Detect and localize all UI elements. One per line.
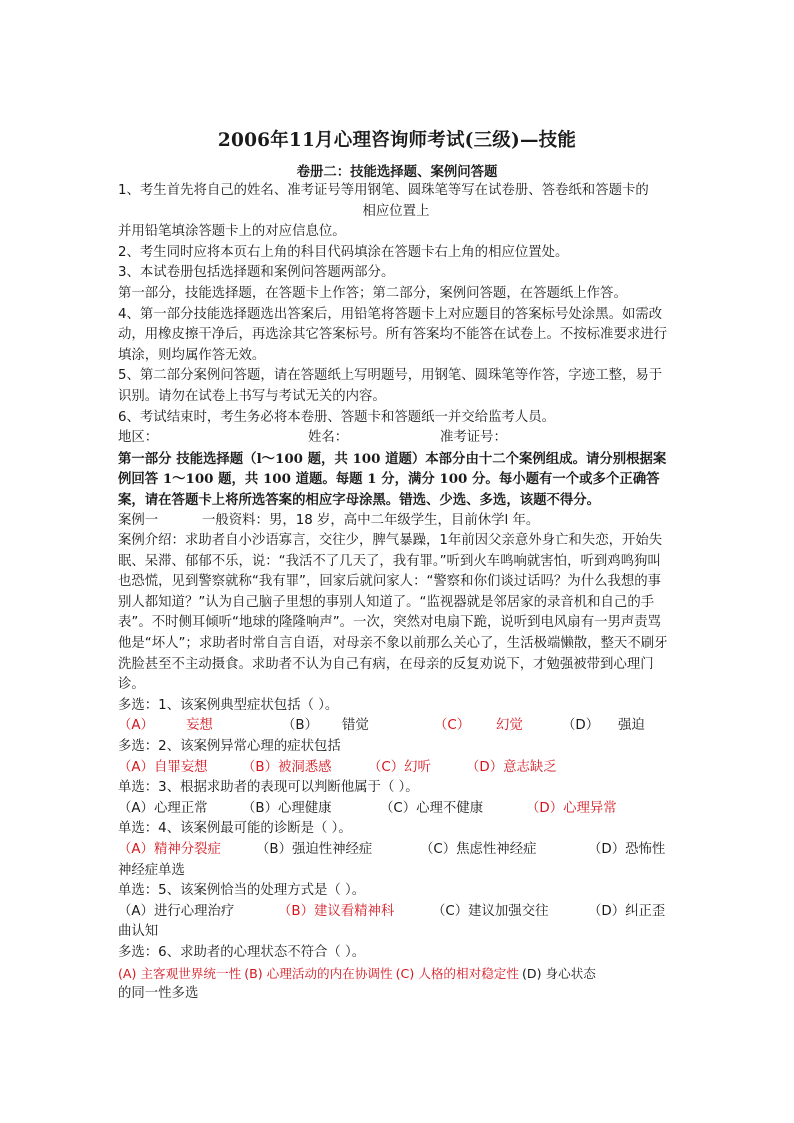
candidate-fields [118,428,674,449]
part1-heading: 第一部分 技能选择题（l～100 题，共 100 道题）本部分由十二个案例组成。请分别根据案例回答 1～100 题，共 100 道题。每题 1 分，满分 100 分。每小题有一个或多个正确答案，请在答题卡上将所选答案的相应字母涂黑。错选、少选、多选，该题不得分。 [118,450,667,508]
instruction-1-cont: 相应位置上 [362,203,430,219]
region-label: 地区： [118,430,159,446]
question-1-options [118,716,674,737]
question-1-stem: 多选：1、该案例典型症状包括（ ）。 [118,697,339,713]
page-subtitle: 卷册二：技能选择题、案例问答题 [296,164,498,180]
q6-option-a: (A) 主客观世界统一性 [118,965,242,981]
ticket-label: 准考证号： [440,430,507,446]
q5-option-a: （A）进行心理治疗 [118,903,235,919]
q1-option-a-letter: （A） [118,718,154,734]
question-3-stem: 单选：3、根据求助者的表现可以判断他属于（ ）。 [118,780,419,796]
q3-option-d: （D）心理异常 [526,800,617,816]
question-6-stem: 多选：6、求助者的心理状态不符合（ ）。 [118,944,366,960]
question-5-stem: 单选：5、该案例恰当的处理方式是（ ）。 [118,883,366,899]
question-4-options [118,840,674,861]
q1-option-d-letter: （D） [562,718,600,734]
instruction-1-tail: 并用铅笔填涂答题卡上的对应信息位。 [118,224,346,240]
q3-option-c: （C）心理不健康 [380,800,484,816]
q5-option-d: （D）纠正歪 [588,903,666,919]
q6-option-d: (D) 身心状态 [522,965,596,981]
instruction-3-detail: 第一部分，技能选择题，在答题卡上作答；第二部分，案例问答题，在答题纸上作答。 [118,285,627,301]
question-2-stem: 多选：2、该案例异常心理的症状包括 [118,739,341,755]
question-4-stem: 单选：4、该案例最可能的诊断是（ ）。 [118,821,352,837]
q6-option-c: (C) 人格的相对稳定性 [395,965,519,981]
q4-option-d: （D）恐怖性 [588,842,666,857]
q1-option-a-text: 妄想 [186,718,213,734]
case1-general-info: 一般资料：男，18 岁，高中二年级学生，目前休学l 年。 [202,512,540,528]
q2-option-a: （A）自罪妄想 [118,759,208,775]
q1-option-d-text: 强迫 [618,718,645,734]
question-5-tail: 曲认知 [118,924,159,940]
q2-option-b: （B）被洞悉感 [242,759,332,775]
q2-option-d: （D）意志缺乏 [466,759,557,775]
instruction-4: 4、第一部分技能选择题选出答案后，用铅笔将答题卡上对应题目的答案标号处涂黑。如需改动，用橡皮擦干净后，再选涂其它答案标号。所有答案均不能答在试卷上。不按标准要求进行填涂，则均属作答无效。 [118,306,668,363]
question-4-tail: 神经症单选 [118,862,185,878]
q3-option-a: （A）心理正常 [118,800,208,816]
q1-option-b-letter: （B） [282,718,318,734]
q5-option-c: （C）建议加强交往 [432,903,549,919]
instruction-3: 3、本试卷册包括选择题和案例问答题两部分。 [118,265,395,281]
name-label: 姓名： [308,430,349,446]
q1-option-b-text: 错觉 [342,718,369,734]
q5-option-b: （B）建议看精神科 [278,903,395,919]
q4-option-b: （B）强迫性神经症 [256,842,373,857]
case1-introduction: 案例介绍：求助者自小沙语寡言，交往少，脾气暴躁，1年前因父亲意外身亡和失恋，开始失眠、呆滞、郁郁不乐，说：“我活不了几天了，我有罪。”听到火车鸣响就害怕，听到鸡鸣狗叫也恐慌，见到警察就称“我有罪”，回家后就问家人：“警察和你们谈过话吗？为什么我想的事别人都知道？”认为自己脑子里想的事别人知道了。“监视器就是邻居家的录音机和自己的手表”。不时侧耳倾听“地球的隆隆响声”。一次，突然对电扇下跪，说听到电风扇有一男声责骂他是“坏人”；求助者时常自言自语，对母亲不象以前那么关心了，生活极端懒散，整天不刷牙洗脸甚至不主动摄食。求助者不认为自己有病，在母亲的反复劝说下，才勉强被带到心理门诊。 [118,533,668,693]
question-6-options [118,964,674,985]
question-3-options [118,799,674,820]
question-6-tail: 的同一性多选 [118,986,199,1002]
q2-option-c: （C）幻听 [368,759,431,775]
instruction-1: 1、考生首先将自己的姓名、准考证号等用钢笔、圆珠笔等写在试卷册、答卷纸和答题卡的 [118,183,649,198]
instruction-5: 5、第二部分案例问答题，请在答题纸上写明题号，用钢笔、圆珠笔等作答，字迹工整，易于识别。请勿在试卷上书写与考试无关的内容。 [118,368,663,404]
instruction-2: 2、考生同时应将本页右上角的科目代码填涂在答题卡右上角的相应位置处。 [118,244,569,260]
q4-option-a: （A）精神分裂症 [118,842,221,857]
question-5-options [118,902,674,923]
q1-option-c-text: 幻觉 [496,718,523,734]
q3-option-b: （B）心理健康 [242,800,332,816]
q6-option-b: (B) 心理活动的内在协调性 [244,965,393,981]
question-2-options [118,758,674,779]
q4-option-c: （C）焦虑性神经症 [420,842,537,857]
case1-info [118,511,674,532]
case1-label: 案例一 [118,512,159,528]
instruction-6: 6、考试结束时，考生务必将本卷册、答题卡和答题纸一并交给监考人员。 [118,409,556,425]
q1-option-c-letter: （C） [434,718,471,734]
page-title: 2006年11月心理咨询师考试(三级)—技能 [217,130,577,151]
